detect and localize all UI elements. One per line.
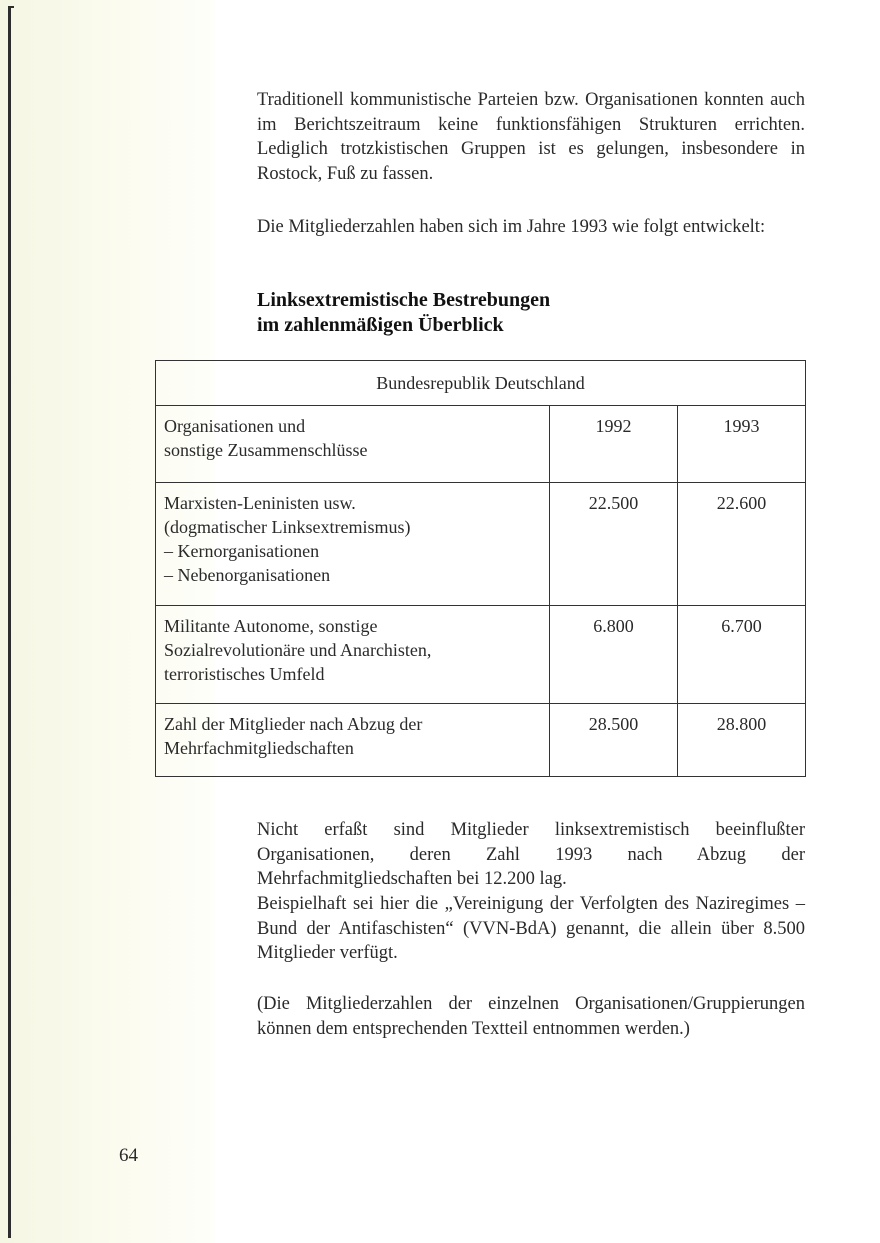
table-row: [156, 606, 806, 704]
header-label-line: sonstige Zusammenschlüsse: [164, 440, 368, 460]
row-label-line: terroristisches Umfeld: [164, 664, 325, 684]
value-1993-cell: 22.600: [678, 483, 806, 606]
table-row: [156, 704, 806, 777]
header-label-cell: [156, 406, 550, 483]
row-label-cell: [156, 704, 550, 777]
page-number: 64: [119, 1145, 138, 1166]
closing-paragraph-1: Nicht erfaßt sind Mitglieder linksextremistisch beeinflußter Organisationen, deren Zahl 1993 nach Abzug der Mehrfachmitgliedschaften bei 12.200 lag.: [257, 820, 805, 889]
row-label-line: – Kernorganisationen: [164, 541, 320, 561]
table-row: [156, 483, 806, 606]
row-label-line: Sozialrevolutionäre und Anarchisten,: [164, 640, 432, 660]
table-heading-line-2: im zahlenmäßigen Überblick: [257, 314, 504, 336]
row-label-line: Zahl der Mitglieder nach Abzug der: [164, 714, 423, 734]
membership-table: [155, 360, 806, 777]
intro-paragraph-1: Traditionell kommunistische Parteien bzw. Organisationen konnten auch im Berichtszeitraum keine funktionsfähigen Strukturen errichten. Lediglich trotzkistischen Gruppen ist es gelungen, insbesondere in Rostock, Fuß zu fassen.: [257, 90, 805, 184]
table-title-cell: Bundesrepublik Deutschland: [156, 361, 806, 406]
scan-edge-corner: [8, 6, 14, 8]
row-label-line: (dogmatischer Linksextremismus): [164, 517, 411, 537]
value-1993-cell: 6.700: [678, 606, 806, 704]
closing-paragraph-2: Beispielhaft sei hier die „Vereinigung der Verfolgten des Naziregimes – Bund der Antifaschisten“ (VVN-BdA) genannt, die allein über 8.500 Mitglieder verfügt.: [257, 894, 805, 963]
value-1992-cell: 22.500: [550, 483, 678, 606]
row-label-line: Marxisten-Leninisten usw.: [164, 493, 356, 513]
header-label-line: Organisationen und: [164, 416, 306, 436]
scan-edge-line: [8, 6, 11, 1238]
intro-paragraph-2: Die Mitgliederzahlen haben sich im Jahre 1993 wie folgt entwickelt:: [257, 217, 766, 237]
year-1992-header: 1992: [550, 406, 678, 483]
table-heading-line-1: Linksextremistische Bestrebungen: [257, 289, 551, 311]
row-label-cell: [156, 606, 550, 704]
row-label-cell: [156, 483, 550, 606]
row-label-line: Militante Autonome, sonstige: [164, 616, 378, 636]
value-1993-cell: 28.800: [678, 704, 806, 777]
closing-paragraph-3: (Die Mitgliederzahlen der einzelnen Organisationen/Gruppierungen können dem entsprechenden Textteil entnommen werden.): [257, 994, 805, 1039]
table-heading: [257, 288, 805, 338]
row-label-line: – Nebenorganisationen: [164, 565, 331, 585]
value-1992-cell: 6.800: [550, 606, 678, 704]
table-header-row: [156, 406, 806, 483]
row-label-line: Mehrfachmitgliedschaften: [164, 738, 354, 758]
year-1993-header: 1993: [678, 406, 806, 483]
value-1992-cell: 28.500: [550, 704, 678, 777]
